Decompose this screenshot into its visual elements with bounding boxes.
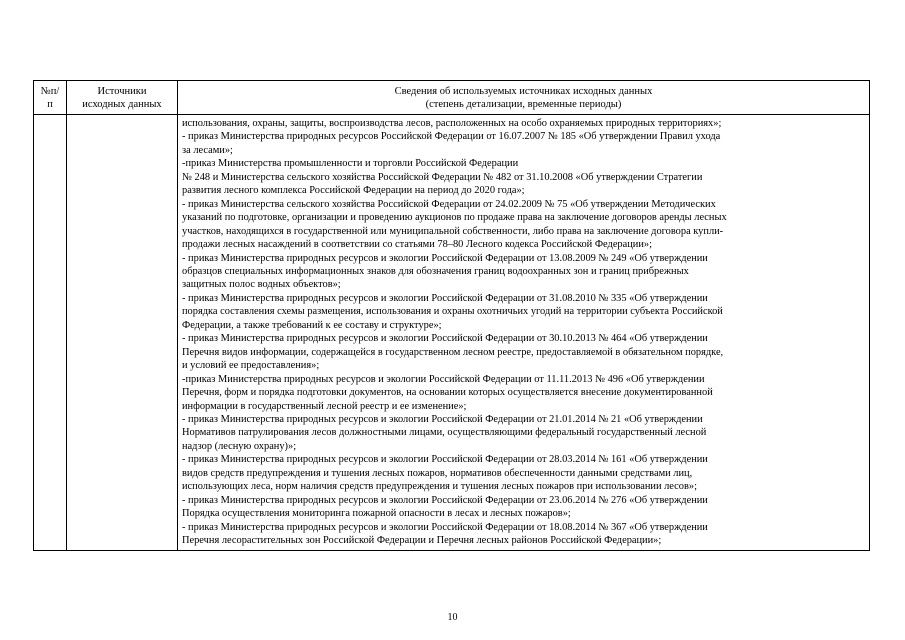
content-line: - приказ Министерства природных ресурсов и экологии Российской Федерации от 23.06.2014 № 276 «Об утверждении [182, 494, 708, 506]
content-line: образцов специальных информационных знаков для обозначения границ водоохранных зон и границ прибрежных [182, 265, 689, 277]
content-line: участков, находящихся в государственной или муниципальной собственности, либо права на заключение договора купли- [182, 225, 724, 237]
header-info-line-2: (степень детализации, временные периоды) [425, 98, 622, 110]
content-line: -приказ Министерства промышленности и торговли Российской Федерации [182, 158, 519, 170]
row-content-cell [178, 115, 870, 551]
content-line: -приказ Министерства природных ресурсов и экологии Российской Федерации от 11.11.2013 № 496 «Об утверждении [182, 373, 705, 385]
content-line: Перечня лесорастительных зон Российской Федерации и Перечня лесных районов Российской Федерации»; [182, 535, 662, 547]
content-line: Порядка осуществления мониторинга пожарной опасности в лесах и лесных пожаров»; [182, 508, 571, 520]
content-line: - приказ Министерства природных ресурсов Российской Федерации от 16.07.2007 № 185 «Об утверждении Правил ухода [182, 131, 721, 143]
table-row [34, 115, 870, 551]
content-line: - приказ Министерства природных ресурсов и экологии Российской Федерации от 21.01.2014 № 21 «Об утверждении [182, 413, 703, 425]
content-line: Нормативов патрулирования лесов должностными лицами, осуществляющими федеральный государственный лесной [182, 427, 707, 439]
page-number: 10 [447, 612, 458, 623]
content-line: - приказ Министерства природных ресурсов и экологии Российской Федерации от 18.08.2014 № 367 «Об утверждении [182, 521, 708, 533]
content-line: - приказ Министерства природных ресурсов и экологии Российской Федерации от 31.08.2010 № 335 «Об утверждении [182, 292, 708, 304]
row-source-cell [67, 115, 178, 551]
content-line: Федерации, а также требований к ее составу и структуре»; [182, 319, 442, 331]
sources-table [33, 80, 870, 551]
content-line: развития лесного комплекса Российской Федерации на период до 2020 года»; [182, 185, 525, 197]
content-line: № 248 и Министерства сельского хозяйства Российской Федерации № 482 от 31.10.2008 «Об утверждении Стратегии [182, 171, 703, 183]
row-number-cell [34, 115, 67, 551]
content-line: использования, охраны, защиты, воспроизводства лесов, расположенных на особо охраняемых природных территориях»; [182, 118, 722, 129]
header-sources [67, 81, 178, 115]
header-sources-line-2: исходных данных [82, 98, 162, 110]
content-line: продажи лесных насаждений в соответствии со статьями 78–80 Лесного кодекса Российской Федерации»; [182, 239, 652, 251]
content-line: и условий ее предоставления»; [182, 360, 320, 372]
content-line: Перечня, форм и порядка подготовки документов, на основании которых осуществляется внесение документированной [182, 387, 713, 399]
header-info [178, 81, 870, 115]
header-number-line-2: п [47, 98, 53, 110]
content-line: использующих леса, норм наличия средств предупреждения и тушения лесных пожаров при использовании лесов»; [182, 481, 697, 493]
content-line: - приказ Министерства природных ресурсов и экологии Российской Федерации от 28.03.2014 № 161 «Об утверждении [182, 454, 708, 466]
content-line: видов средств предупреждения и тушения лесных пожаров, нормативов обеспеченности данными средствами лиц, [182, 467, 693, 479]
content-line: надзор (лесную охрану)»; [182, 440, 297, 452]
content-line: информации в государственный лесной реестр и ее изменение»; [182, 400, 467, 412]
header-sources-line-1: Источники [97, 85, 147, 97]
table-header-row [34, 81, 870, 115]
header-number-line-1: №п/ [40, 85, 60, 97]
content-line: - приказ Министерства сельского хозяйства Российской Федерации от 24.02.2009 № 75 «Об утверждении Методических [182, 198, 716, 210]
content-line: порядка составления схемы размещения, использования и охраны охотничьих угодий на территории субъекта Российской [182, 306, 723, 318]
header-info-line-1: Сведения об используемых источниках исходных данных [394, 85, 653, 97]
header-number [34, 81, 67, 115]
content-line: защитных полос водных объектов»; [182, 279, 341, 291]
content-line: - приказ Министерства природных ресурсов и экологии Российской Федерации от 30.10.2013 № 464 «Об утверждении [182, 333, 708, 345]
content-line: - приказ Министерства природных ресурсов и экологии Российской Федерации от 13.08.2009 № 249 «Об утверждении [182, 252, 708, 264]
content-line: за лесами»; [182, 144, 233, 156]
content-line: Перечня видов информации, содержащейся в государственном лесном реестре, предоставляемой в обязательном порядке, [182, 346, 724, 358]
content-line: указаний по подготовке, организации и проведению аукционов по продаже права на заключение договоров аренды лесных [182, 212, 727, 224]
